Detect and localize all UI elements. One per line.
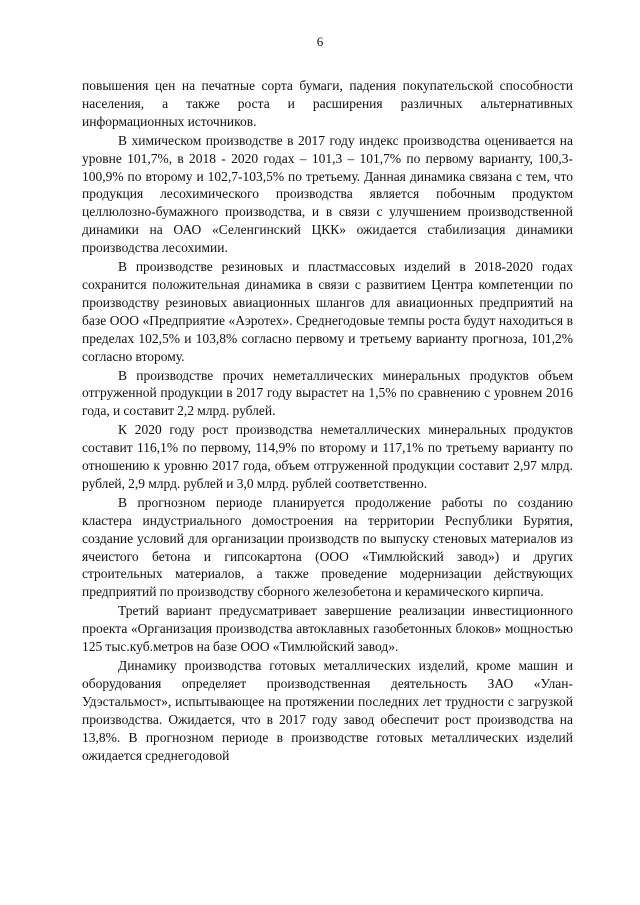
page-number: 6: [316, 34, 324, 49]
document-body: [82, 77, 573, 764]
paragraph-nonmetallic-minerals: В производстве прочих неметаллических минеральных продуктов объем отгруженной продукции в 2017 году вырастет на 1,5% по сравнению с уровнем 2016 года, и составит 2,2 млрд. рублей.: [82, 367, 573, 419]
paragraph-continuation: повышения цен на печатные сорта бумаги, падения покупательской способности населения, а также роста и расширения различных альтернативных информационных источников.: [82, 78, 573, 129]
paragraph-construction-cluster: В прогнозном периоде планируется продолжение работы по созданию кластера индустриального домостроения на территории Республики Бурятия, создание условий для организации производств по выпуску стеновых материалов из ячеистого бетона и гипсокартона (ООО «Тимлюйский завод») и других строительных материалов, а также проведение модернизации действующих предприятий по производству сборного железобетона и керамического кирпича.: [82, 494, 573, 600]
paragraph-nonmetallic-forecast: К 2020 году рост производства неметаллических минеральных продуктов составит 116,1% по первому, 114,9% по второму и 117,1% по третьему варианту по отношению к уровню 2017 года, объем отгруженной продукции составит 2,97 млрд. рублей, 2,9 млрд. рублей и 3,0 млрд. рублей соответственно.: [82, 422, 573, 491]
paragraph-chemical-production: В химическом производстве в 2017 году индекс производства оценивается на уровне 101,7%, в 2018 - 2020 годах – 101,3 – 101,7% по первому варианту, 100,3-100,9% по второму и 102,7-103,5% по третьему. Данная динамика связана с тем, что продукция лесохимического производства является побочным продуктом целлюлозно-бумажного производства, и в связи с улучшением производственной динамики на ОАО «Селенгинский ЦКК» ожидается стабилизация динамики производства лесохимии.: [82, 132, 573, 256]
paragraph-metal-products: Динамику производства готовых металлических изделий, кроме машин и оборудования определяет производственная деятельность ЗАО «Улан-Удэстальмост», испытывающее на протяжении последних лет трудности с загрузкой производства. Ожидается, что в 2017 году завод обеспечит рост производства на 13,8%. В прогнозном периоде в производстве готовых металлических изделий ожидается среднегодовой: [82, 658, 573, 763]
paragraph-third-variant: Третий вариант предусматривает завершение реализации инвестиционного проекта «Организация производства автоклавных газобетонных блоков» мощностью 125 тыс.куб.метров на базе ООО «Тимлюйский завод».: [82, 603, 573, 655]
paragraph-rubber-plastic-production: В производстве резиновых и пластмассовых изделий в 2018-2020 годах сохранится положительная динамика в связи с развитием Центра компетенции по производству резиновых авиационных шлангов для авиационных предприятий на базе ООО «Предприятие «Аэротех». Среднегодовые темпы роста будут находиться в пределах 102,5% и 103,8% согласно первому и третьему варианту прогноза, 101,2% согласно второму.: [82, 259, 573, 364]
